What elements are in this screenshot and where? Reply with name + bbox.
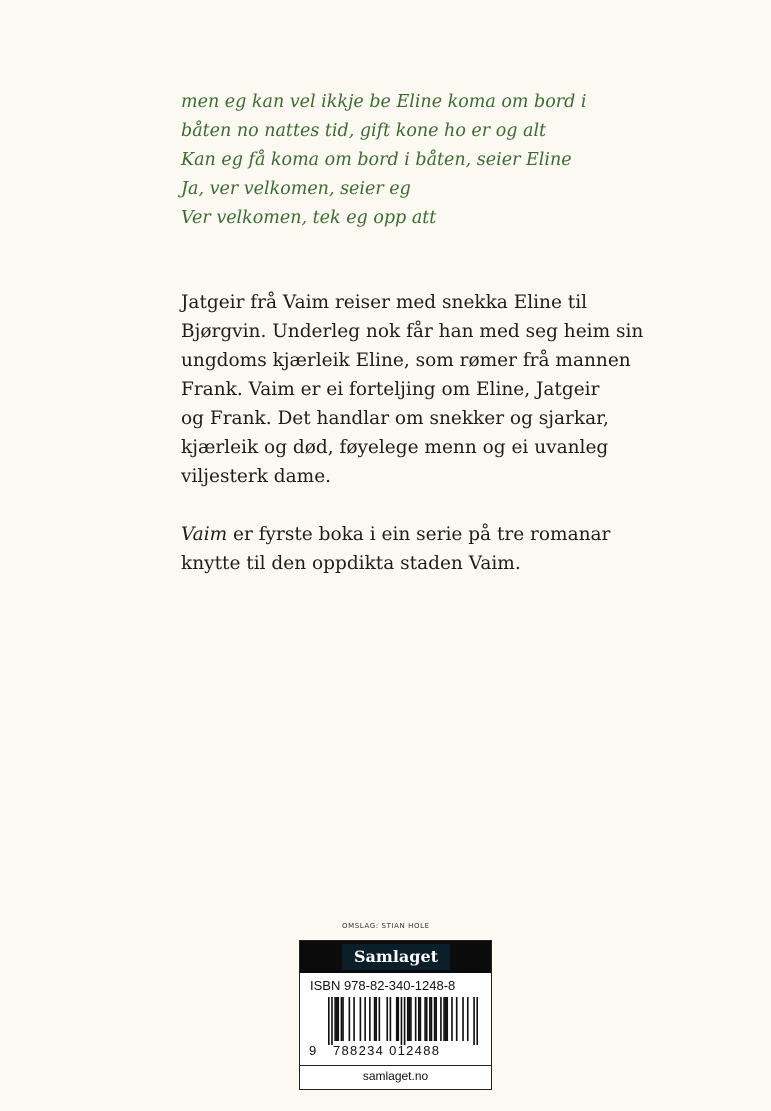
description-line <box>181 520 651 549</box>
poem-excerpt <box>181 88 601 233</box>
barcode <box>328 997 478 1045</box>
poem-line: Ja, ver velkomen, seier eg <box>181 179 411 199</box>
barcode-bar <box>446 997 448 1041</box>
barcode-bar <box>342 997 344 1041</box>
poem-line: men eg kan vel ikkje be Eline koma om bord i <box>181 92 587 112</box>
barcode-bar <box>440 997 442 1041</box>
poem-line: Kan eg få koma om bord i båten, seier Eline <box>181 150 572 170</box>
divider <box>300 1065 491 1066</box>
barcode-bar <box>374 997 376 1041</box>
barcode-bar <box>451 997 453 1041</box>
ean-digits: 788234 012488 <box>333 1043 441 1058</box>
barcode-bar <box>396 997 398 1041</box>
book-title: Vaim <box>181 524 228 545</box>
description-line: Frank. Vaim er ei forteljing om Eline, Jatgeir <box>181 379 600 400</box>
barcode-bar <box>426 997 428 1041</box>
barcode-bar <box>360 997 362 1041</box>
barcode-bar <box>462 997 464 1041</box>
barcode-bar <box>369 997 371 1041</box>
description-line: ungdoms kjærleik Eline, som rømer frå mannen <box>181 350 631 371</box>
isbn-text: ISBN 978-82-340-1248-8 <box>310 978 456 993</box>
description-line: og Frank. Det handlar om snekker og sjarkar, <box>181 408 609 429</box>
barcode-bar <box>456 997 458 1041</box>
cover-credit: OMSLAG: STIAN HOLE <box>342 922 430 930</box>
barcode-bar <box>415 997 417 1041</box>
barcode-bar <box>467 997 469 1041</box>
description-paragraph <box>181 288 651 491</box>
poem-line: Ver velkomen, tek eg opp att <box>181 208 437 228</box>
barcode-bar <box>341 997 343 1041</box>
barcode-bar <box>349 997 351 1041</box>
barcode-bar <box>410 997 412 1041</box>
barcode-bar <box>375 997 377 1041</box>
barcode-bar <box>435 997 437 1041</box>
barcode-bar <box>434 997 436 1041</box>
barcode-bar <box>445 997 447 1041</box>
barcode-bar <box>476 997 478 1045</box>
description-line: Jatgeir frå Vaim reiser med snekka Eline til <box>181 292 588 313</box>
description-line: Bjørgvin. Underleg nok får han med seg heim sin <box>181 321 644 342</box>
poem-line: båten no nattes tid, gift kone ho er og alt <box>181 121 547 141</box>
publisher-logo: Samlaget <box>342 944 450 970</box>
series-paragraph <box>181 520 651 578</box>
barcode-bar <box>386 997 388 1041</box>
barcode-bar <box>379 997 381 1041</box>
barcode-block <box>299 940 492 1090</box>
barcode-bar <box>431 997 433 1041</box>
publisher-bar <box>300 941 491 973</box>
barcode-bar <box>336 997 338 1041</box>
barcode-bar <box>443 997 445 1041</box>
barcode-bar <box>331 997 333 1045</box>
barcode-bar <box>409 997 411 1041</box>
book-description <box>181 288 651 578</box>
description-text: er fyrste boka i ein serie på tre romanar <box>227 524 611 545</box>
barcode-bar <box>420 997 422 1041</box>
barcode-bar <box>397 997 399 1041</box>
description-line: knytte til den oppdikta staden Vaim. <box>181 553 521 574</box>
barcode-bar <box>328 997 330 1045</box>
barcode-bar <box>334 997 336 1041</box>
ean-first-digit: 9 <box>309 1043 317 1058</box>
publisher-website: samlaget.no <box>362 1069 429 1083</box>
barcode-bar <box>424 997 426 1041</box>
barcode-bar <box>473 997 475 1045</box>
barcode-bar <box>401 997 403 1045</box>
barcode-bar <box>418 997 420 1041</box>
description-line: viljesterk dame. <box>181 466 332 487</box>
barcode-bar <box>429 997 431 1041</box>
barcode-bar <box>337 997 339 1041</box>
barcode-bar <box>353 997 355 1041</box>
barcode-bar <box>407 997 409 1041</box>
barcode-bar <box>364 997 366 1041</box>
barcode-bar <box>390 997 392 1041</box>
barcode-bar <box>404 997 406 1045</box>
description-line: kjærleik og død, føyelege menn og ei uvanleg <box>181 437 609 458</box>
